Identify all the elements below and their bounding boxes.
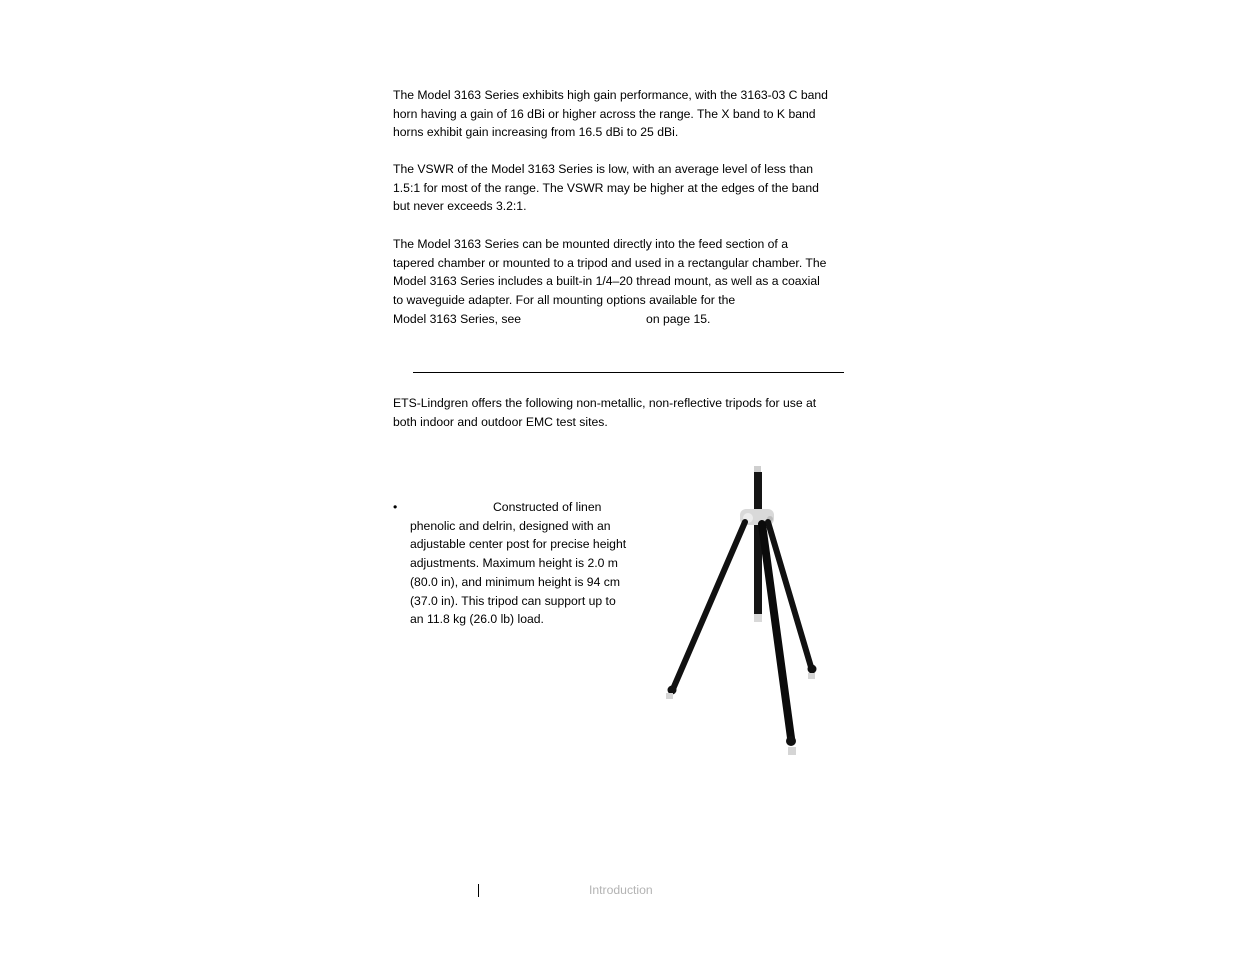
tripod-post-tip <box>754 614 762 622</box>
text-line: (80.0 in), and minimum height is 94 cm <box>410 574 620 589</box>
tripod-foot-cap-right <box>808 673 815 679</box>
mounting-paragraph <box>393 235 826 329</box>
text-line: but never exceeds 3.2:1. <box>393 199 527 214</box>
text-line: an 11.8 kg (26.0 lb) load. <box>410 612 544 627</box>
footer-divider <box>478 884 479 897</box>
text-line: The Model 3163 Series exhibits high gain performance, with the 3163-03 C band <box>393 88 828 102</box>
tripods-paragraph <box>393 394 816 431</box>
cross-reference-lead: Model 3163 Series, see <box>393 311 522 326</box>
tripod-foot-front <box>786 736 796 746</box>
text-line <box>393 310 826 329</box>
bullet-symbol: • <box>393 500 398 514</box>
text-line: to waveguide adapter. For all mounting options available for the <box>393 293 736 308</box>
bullet-text <box>410 498 626 629</box>
bullet-first-line: Constructed of linen <box>493 500 602 514</box>
tripod-foot-cap-left <box>666 693 673 699</box>
text-line: (37.0 in). This tripod can support up to <box>410 593 616 608</box>
tripod-photo <box>660 462 830 762</box>
text-line: tapered chamber or mounted to a tripod and used in a rectangular chamber. The <box>393 255 827 270</box>
section-divider <box>413 372 844 373</box>
tripod-foot-right <box>808 665 817 674</box>
text-line <box>410 498 626 517</box>
vswr-paragraph <box>393 160 819 216</box>
tripod-leg-left <box>673 522 745 689</box>
text-line: ETS-Lindgren offers the following non-metallic, non-reflective tripods for use at <box>393 396 817 410</box>
gain-paragraph <box>393 86 828 142</box>
text-line: Model 3163 Series includes a built-in 1/4–20 thread mount, as well as a coaxial <box>393 274 820 289</box>
text-line: adjustments. Maximum height is 2.0 m <box>410 556 618 571</box>
text-line: adjustable center post for precise height <box>410 537 627 552</box>
cross-reference-page: on page 15. <box>646 311 711 326</box>
text-line: phenolic and delrin, designed with an <box>410 518 611 533</box>
text-line: horn having a gain of 16 dBi or higher across the range. The X band to K band <box>393 106 816 121</box>
text-line: The Model 3163 Series can be mounted directly into the feed section of a <box>393 237 788 251</box>
text-line: The VSWR of the Model 3163 Series is low, with an average level of less than <box>393 162 814 176</box>
text-line: 1.5:1 for most of the range. The VSWR may be higher at the edges of the band <box>393 180 819 195</box>
tripod-top-knob <box>754 466 761 472</box>
tripod-foot-cap-front <box>788 747 796 755</box>
text-line: horns exhibit gain increasing from 16.5 dBi to 25 dBi. <box>393 125 679 140</box>
tripod-center-post <box>754 472 762 622</box>
text-line: both indoor and outdoor EMC test sites. <box>393 414 608 429</box>
footer-section-label: Introduction <box>589 883 653 897</box>
